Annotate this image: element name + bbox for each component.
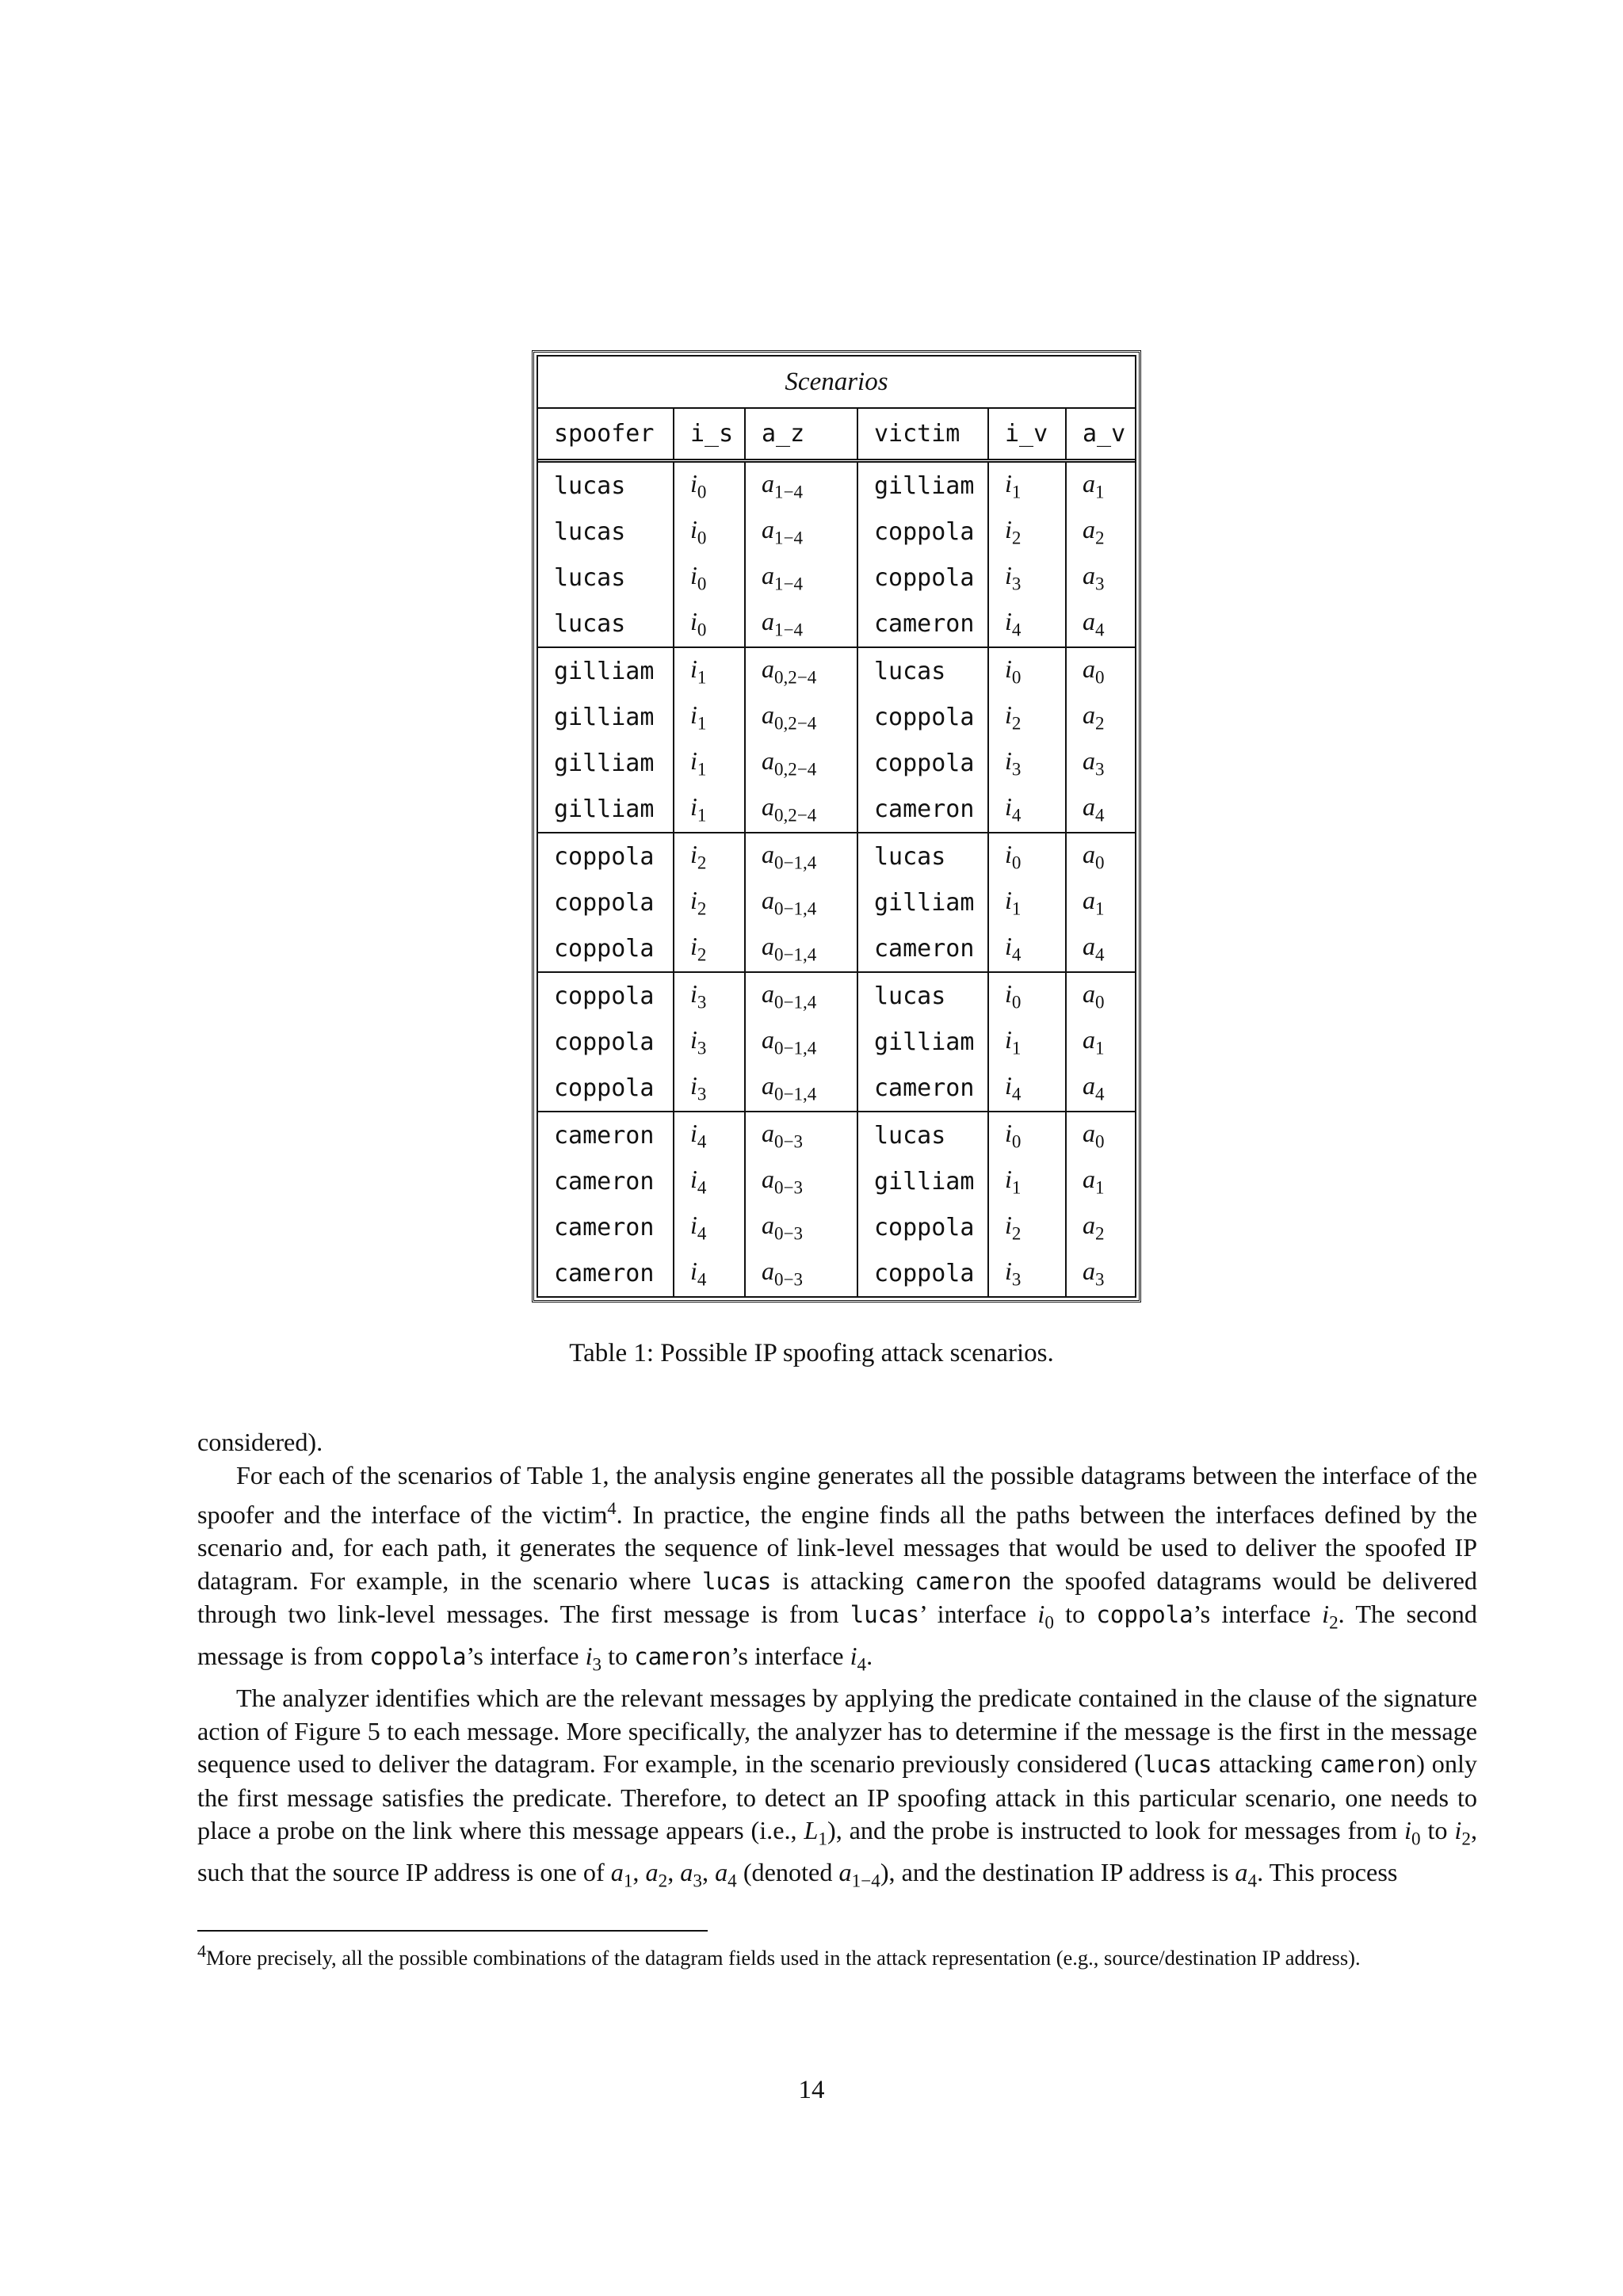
cell-i-v: $i_4$ bbox=[989, 601, 1067, 646]
code-text: cameron bbox=[915, 1567, 1012, 1595]
cell-i-s: $i_3$ bbox=[674, 1019, 746, 1065]
cell-i-v: $i_4$ bbox=[989, 1065, 1067, 1111]
cell-i-s: $i_1$ bbox=[674, 694, 746, 740]
cell-a-z: $a_{0-3}$ bbox=[746, 1158, 858, 1204]
cell-spoofer: coppola bbox=[538, 833, 674, 879]
math-symbol: $a_1$ bbox=[610, 1858, 633, 1892]
table-row bbox=[538, 694, 1135, 740]
header-i-v: i_v bbox=[989, 409, 1067, 459]
cell-a-v: $a_4$ bbox=[1083, 606, 1105, 640]
cell-i-v: $i_3$ bbox=[989, 555, 1067, 601]
cell-i-s: $i_2$ bbox=[674, 833, 746, 879]
cell-a-z: $a_{0-3}$ bbox=[746, 1112, 858, 1158]
header-i-s: i_s bbox=[674, 409, 746, 459]
cell-a-v: $a_3$ bbox=[1083, 560, 1105, 594]
table-header-row bbox=[538, 409, 1135, 463]
cell-a-v: $a_1$ bbox=[1083, 1024, 1105, 1058]
cell-victim: gilliam bbox=[858, 1019, 989, 1065]
math-symbol: $i_0$ bbox=[1037, 1600, 1054, 1634]
cell-i-s: $i_3$ bbox=[674, 1065, 746, 1111]
table-row bbox=[538, 601, 1135, 648]
paragraph-2: The analyzer identifies which are the relevant messages by applying the predicate contained in the clause of the signature action of Figure 5 to each message. More specifically, the analyzer has to determine if the message is the first in the message sequence used to deliver the datagram. For example, in the scenario previously considered (lucas attacking cameron) only the first message satisfies the predicate. Therefore, to detect an IP spoofing attack in this particular scenario, one needs to place a probe on the link where this message appears (i.e., $L_1$), and the probe is instructed to look for messages from $i_0$ to $i_2$, such that the source IP address is one of $a_1$, $a_2$, $a_3$, $a_4$ (denoted $a_{1-4}$), and the destination IP address is $a_4$. This process bbox=[197, 1684, 1478, 1892]
cell-i-v: $i_1$ bbox=[989, 463, 1067, 509]
cell-i-s: $i_4$ bbox=[674, 1158, 746, 1204]
cell-i-v: $i_0$ bbox=[989, 973, 1067, 1019]
cell-spoofer: gilliam bbox=[538, 740, 674, 786]
cell-i-s: $i_0$ bbox=[674, 555, 746, 601]
code-text: cameron bbox=[1319, 1751, 1417, 1779]
math-symbol: $i_2$ bbox=[1454, 1816, 1471, 1850]
header-victim: victim bbox=[858, 409, 989, 459]
header-a-v: a_v bbox=[1083, 420, 1126, 448]
cell-a-z: $a_{1-4}$ bbox=[746, 601, 858, 646]
cell-i-v: $i_2$ bbox=[989, 694, 1067, 740]
cell-a-v: $a_2$ bbox=[1083, 1210, 1105, 1244]
header-spoofer: spoofer bbox=[538, 409, 674, 459]
cell-i-v: $i_2$ bbox=[989, 1204, 1067, 1250]
cell-victim: gilliam bbox=[858, 1158, 989, 1204]
cell-a-v: $a_0$ bbox=[1083, 839, 1105, 873]
cell-victim: cameron bbox=[858, 786, 989, 832]
table-row bbox=[538, 463, 1135, 509]
table-row bbox=[538, 1250, 1135, 1296]
cell-a-z: $a_{0-1,4}$ bbox=[746, 925, 858, 971]
cell-a-v: $a_3$ bbox=[1083, 746, 1105, 780]
cell-victim: cameron bbox=[858, 925, 989, 971]
cell-spoofer: cameron bbox=[538, 1250, 674, 1296]
cell-i-s: $i_4$ bbox=[674, 1112, 746, 1158]
math-symbol: $a_{1-4}$ bbox=[838, 1858, 880, 1892]
math-symbol: $i_0$ bbox=[1404, 1816, 1421, 1850]
cell-i-s: $i_2$ bbox=[674, 879, 746, 925]
cell-a-z: $a_{0-1,4}$ bbox=[746, 833, 858, 879]
code-text: lucas bbox=[701, 1567, 772, 1595]
cell-victim: coppola bbox=[858, 1250, 989, 1296]
table-row bbox=[538, 973, 1135, 1019]
cell-a-v: $a_1$ bbox=[1083, 1164, 1105, 1198]
math-symbol: $a_4$ bbox=[715, 1858, 737, 1892]
cell-a-z: $a_{0,2-4}$ bbox=[746, 786, 858, 832]
cell-a-z: $a_{0-1,4}$ bbox=[746, 973, 858, 1019]
cell-i-v: $i_1$ bbox=[989, 1019, 1067, 1065]
code-text: lucas bbox=[850, 1601, 920, 1629]
cell-victim: coppola bbox=[858, 555, 989, 601]
cell-i-s: $i_3$ bbox=[674, 973, 746, 1019]
table-row bbox=[538, 1158, 1135, 1204]
cell-a-v: $a_2$ bbox=[1083, 514, 1105, 548]
cell-i-s: $i_1$ bbox=[674, 648, 746, 694]
table-caption: Table 1: Possible IP spoofing attack scenarios. bbox=[569, 1339, 1054, 1367]
code-text: cameron bbox=[634, 1643, 731, 1671]
cell-victim: gilliam bbox=[858, 463, 989, 509]
cell-a-z: $a_{1-4}$ bbox=[746, 509, 858, 555]
cell-spoofer: coppola bbox=[538, 1019, 674, 1065]
cell-i-v: $i_0$ bbox=[989, 1112, 1067, 1158]
cell-i-s: $i_0$ bbox=[674, 463, 746, 509]
paragraph-1: For each of the scenarios of Table 1, the analysis engine generates all the possible datagrams between the interface of the spoofer and the interface of the victim$^4$. In practice, the engine finds all the paths between the interfaces defined by the scenario and, for each path, it generates the sequence of link-level messages that would be used to deliver the spoofed IP datagram. For example, in the scenario where lucas is attacking cameron the spoofed datagrams would be delivered through two link-level messages. The first message is from lucas’ interface $i_0$ to coppola’s interface $i_2$. The second message is from coppola’s interface $i_3$ to cameron’s interface $i_4$. bbox=[197, 1460, 1477, 1676]
math-symbol: $i_4$ bbox=[850, 1642, 867, 1676]
page-number: 14 bbox=[798, 2076, 825, 2104]
cell-a-v: $a_1$ bbox=[1083, 468, 1105, 502]
cell-victim: coppola bbox=[858, 694, 989, 740]
cell-a-v: $a_0$ bbox=[1083, 1118, 1105, 1152]
table-row bbox=[538, 1204, 1135, 1250]
cell-a-z: $a_{1-4}$ bbox=[746, 463, 858, 509]
code-text: coppola bbox=[369, 1643, 467, 1671]
cell-i-v: $i_3$ bbox=[989, 740, 1067, 786]
cell-spoofer: lucas bbox=[538, 463, 674, 509]
cell-a-v: $a_0$ bbox=[1083, 978, 1105, 1013]
cell-i-v: $i_4$ bbox=[989, 925, 1067, 971]
table-row bbox=[538, 740, 1135, 786]
cell-i-s: $i_1$ bbox=[674, 786, 746, 832]
body-text bbox=[197, 1426, 1477, 1898]
cell-spoofer: lucas bbox=[538, 555, 674, 601]
math-symbol: $L_1$ bbox=[804, 1816, 827, 1850]
cell-a-z: $a_{1-4}$ bbox=[746, 555, 858, 601]
cell-victim: lucas bbox=[858, 973, 989, 1019]
cell-a-v: $a_4$ bbox=[1083, 791, 1105, 826]
cell-i-s: $i_0$ bbox=[674, 601, 746, 646]
math-symbol: $i_2$ bbox=[1322, 1600, 1338, 1634]
cell-spoofer: coppola bbox=[538, 925, 674, 971]
table-row bbox=[538, 1065, 1135, 1112]
cell-a-z: $a_{0,2-4}$ bbox=[746, 740, 858, 786]
cell-victim: coppola bbox=[858, 740, 989, 786]
cell-a-v: $a_4$ bbox=[1083, 931, 1105, 965]
table-row bbox=[538, 925, 1135, 973]
cell-a-z: $a_{0,2-4}$ bbox=[746, 694, 858, 740]
cell-a-z: $a_{0-1,4}$ bbox=[746, 879, 858, 925]
table-body bbox=[538, 463, 1135, 1296]
footnote-ref: 4 bbox=[607, 1498, 617, 1518]
cell-spoofer: gilliam bbox=[538, 694, 674, 740]
cell-a-z: $a_{0-1,4}$ bbox=[746, 1065, 858, 1111]
cell-a-v: $a_0$ bbox=[1083, 654, 1105, 688]
cell-i-s: $i_4$ bbox=[674, 1250, 746, 1296]
cell-i-v: $i_0$ bbox=[989, 833, 1067, 879]
cell-i-s: $i_1$ bbox=[674, 740, 746, 786]
cell-victim: cameron bbox=[858, 601, 989, 646]
footnote-mark: 4 bbox=[197, 1941, 207, 1961]
footnote-text: More precisely, all the possible combinations of the datagram fields used in the attack representation (e.g., source/destination IP address). bbox=[206, 1945, 1361, 1970]
cell-a-v: $a_2$ bbox=[1083, 700, 1105, 734]
cell-i-s: $i_0$ bbox=[674, 509, 746, 555]
cell-i-s: $i_4$ bbox=[674, 1204, 746, 1250]
cell-i-v: $i_1$ bbox=[989, 1158, 1067, 1204]
math-symbol: $a_4$ bbox=[1235, 1858, 1258, 1892]
footnote bbox=[197, 1938, 1477, 1971]
cell-victim: coppola bbox=[858, 1204, 989, 1250]
table-row bbox=[538, 833, 1135, 879]
cell-victim: coppola bbox=[858, 509, 989, 555]
cell-i-v: $i_3$ bbox=[989, 1250, 1067, 1296]
cell-spoofer: gilliam bbox=[538, 786, 674, 832]
cell-victim: cameron bbox=[858, 1065, 989, 1111]
cell-spoofer: cameron bbox=[538, 1112, 674, 1158]
table-row bbox=[538, 1112, 1135, 1158]
code-text: lucas bbox=[1142, 1751, 1212, 1779]
paragraph-0: considered). bbox=[197, 1428, 323, 1456]
cell-i-v: $i_2$ bbox=[989, 509, 1067, 555]
cell-spoofer: coppola bbox=[538, 879, 674, 925]
table-row bbox=[538, 555, 1135, 601]
cell-a-z: $a_{0,2-4}$ bbox=[746, 648, 858, 694]
table-row bbox=[538, 648, 1135, 694]
header-a-z: a_z bbox=[746, 409, 858, 459]
cell-i-v: $i_4$ bbox=[989, 786, 1067, 832]
cell-a-z: $a_{0-1,4}$ bbox=[746, 1019, 858, 1065]
cell-victim: gilliam bbox=[858, 879, 989, 925]
table-row bbox=[538, 786, 1135, 833]
scenarios-table bbox=[532, 350, 1141, 1302]
cell-spoofer: coppola bbox=[538, 1065, 674, 1111]
cell-spoofer: cameron bbox=[538, 1204, 674, 1250]
cell-spoofer: cameron bbox=[538, 1158, 674, 1204]
cell-victim: lucas bbox=[858, 648, 989, 694]
cell-a-v: $a_3$ bbox=[1083, 1256, 1105, 1290]
cell-a-z: $a_{0-3}$ bbox=[746, 1250, 858, 1296]
table-row bbox=[538, 1019, 1135, 1065]
cell-victim: lucas bbox=[858, 833, 989, 879]
cell-a-z: $a_{0-3}$ bbox=[746, 1204, 858, 1250]
code-text: coppola bbox=[1096, 1601, 1193, 1629]
cell-a-v: $a_4$ bbox=[1083, 1070, 1105, 1104]
math-symbol: $a_3$ bbox=[680, 1858, 702, 1892]
cell-spoofer: coppola bbox=[538, 973, 674, 1019]
footnote-rule bbox=[197, 1930, 708, 1932]
cell-spoofer: lucas bbox=[538, 509, 674, 555]
cell-spoofer: lucas bbox=[538, 601, 674, 646]
math-symbol: $i_3$ bbox=[585, 1642, 602, 1676]
cell-a-v: $a_1$ bbox=[1083, 885, 1105, 919]
table-row bbox=[538, 509, 1135, 555]
cell-spoofer: gilliam bbox=[538, 648, 674, 694]
cell-i-v: $i_1$ bbox=[989, 879, 1067, 925]
math-symbol: $a_2$ bbox=[645, 1858, 668, 1892]
cell-i-v: $i_0$ bbox=[989, 648, 1067, 694]
cell-victim: lucas bbox=[858, 1112, 989, 1158]
table-title: Scenarios bbox=[538, 357, 1135, 409]
cell-i-s: $i_2$ bbox=[674, 925, 746, 971]
table-row bbox=[538, 879, 1135, 925]
